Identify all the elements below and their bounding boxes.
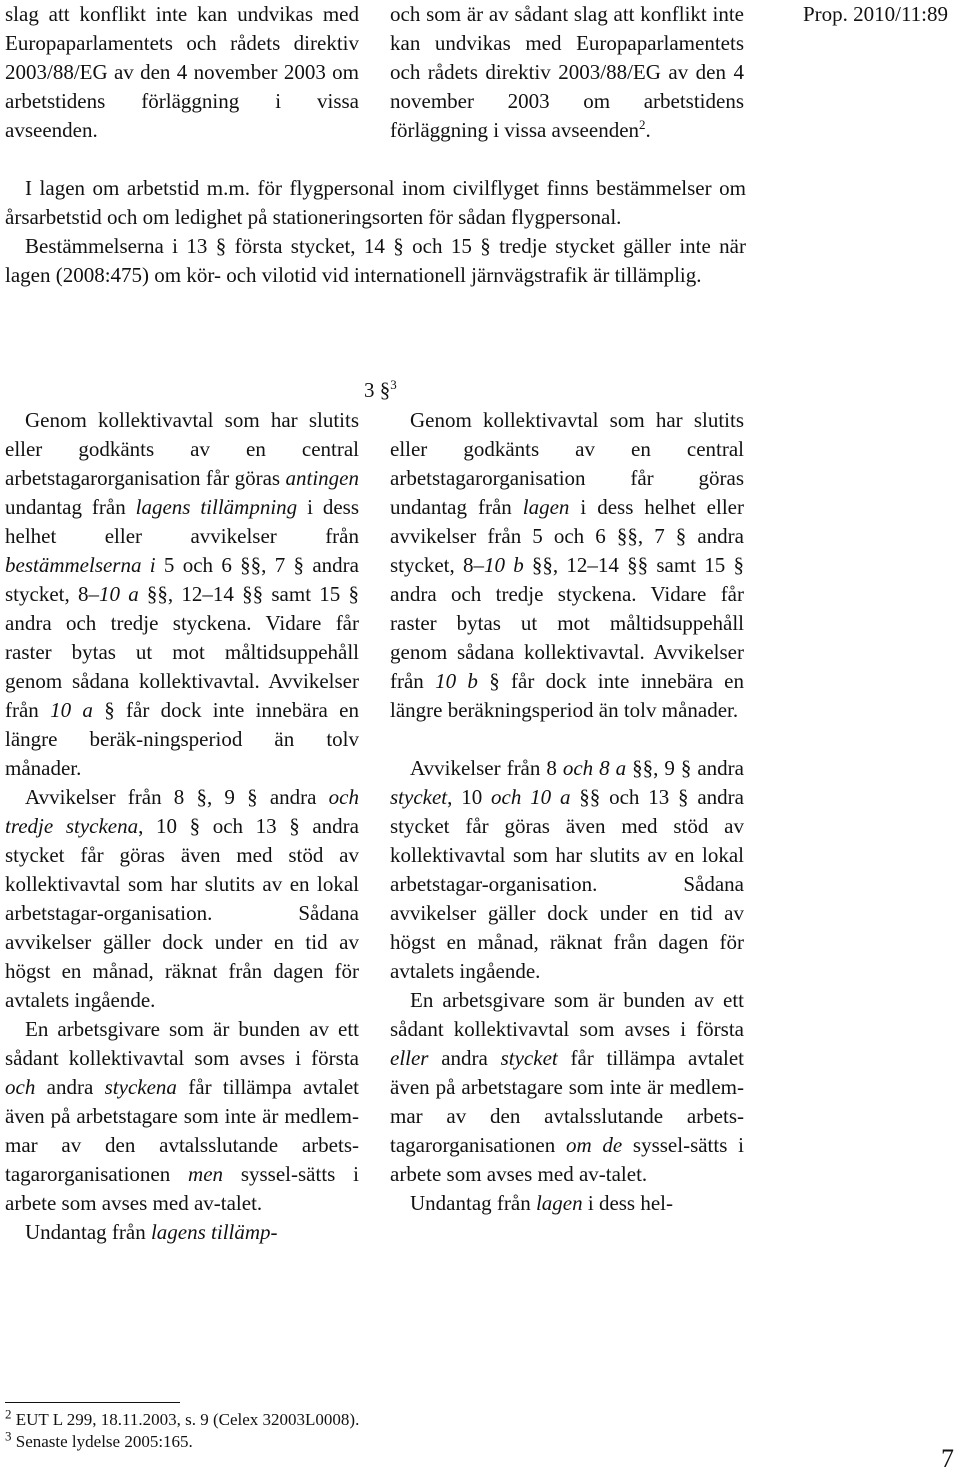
left-para-3: En arbetsgivare som är bunden av ett sådant kollektivavtal som avses i första och andra styckena får tillämpa avtalet även på arbetstagare som inte är medlem-mar av den avtalsslutande arbets-tagarorganisationen men syssel-sätts i arbete som avses med av-talet. — [5, 1017, 359, 1215]
right-column-proposed — [390, 406, 744, 1218]
top-right-column — [390, 0, 744, 145]
top-right-text-end: . — [645, 118, 651, 142]
footnote-ref-2: 2 — [639, 117, 646, 132]
proposition-label: Prop. 2010/11:89 — [802, 2, 948, 26]
left-para-1: Genom kollektivavtal som har slutits eller godkänts av en central arbetstagarorganisation får göras antingen undantag från lagens tillämpning i dess helhet eller avvikelser från bestämmelserna i 5 och 6 §§, 7 § andra stycket, 8–10 a §§, 12–14 §§ samt 15 § andra och tredje styckena. Vidare får raster bytas ut mot måltidsuppehåll genom sådana kollektivavtal. Avvikelser från 10 a § får dock inte innebära en längre beräk-ningsperiod än tolv månader. — [5, 408, 360, 780]
right-para-3: En arbetsgivare som är bunden av ett sådant kollektivavtal som avses i första eller andra stycket får tillämpa avtalet även på arbetstagare som inte är medlem-mar av den avtalsslutande arbets-tagarorganisationen om de syssel-sätts i arbete som avses med av-talet. — [390, 988, 744, 1186]
page-number: 7 — [941, 1444, 954, 1473]
footnote-ref-3: 3 — [390, 377, 397, 392]
section-label: 3 § — [364, 378, 391, 402]
left-para-2: Avvikelser från 8 §, 9 § andra och tredje styckena, 10 § och 13 § andra stycket får göras även med stöd av kollektivavtal som har slutits av en lokal arbetstagar-organisation. Sådana avvikelser gäller dock under en tid av högst en månad, räknat från dagen för avtalets ingående. — [5, 785, 359, 1012]
left-para-4: Undantag från lagens tillämp- — [25, 1220, 278, 1244]
top-left-text: slag att konflikt inte kan undvikas med Europaparlamentets och rådets direktiv 2003/88/EG av den 4 november 2003 om arbetstidens förläggning i vissa avseenden. — [5, 2, 359, 142]
full-width-section — [5, 174, 746, 290]
section-marker — [364, 376, 397, 405]
paragraph-flygpersonal: I lagen om arbetstid m.m. för flygpersonal inom civilflyget finns bestämmelser om årsarbetstid och om ledighet på stationeringsorten för sådan flygpersonal. — [5, 176, 746, 229]
left-column-current — [5, 406, 359, 1247]
top-left-column — [5, 0, 359, 145]
top-right-text — [390, 0, 744, 145]
footnote-3: $^3$ Senaste lydelse 2005:165. — [5, 1428, 193, 1451]
footnotes — [5, 1402, 359, 1453]
right-para-2: Avvikelser från 8 och 8 a §§, 9 § andra stycket, 10 och 10 a §§ och 13 § andra stycket får göras även med stöd av kollektivavtal som har slutits av en lokal arbetstagar-organisation. Sådana avvikelser gäller dock under en tid av högst en månad, räknat från dagen för avtalets ingående. — [390, 756, 744, 983]
top-right-text-body: och som är av sådant slag att konflikt inte kan undvikas med Europaparlamentets och rådets direktiv 2003/88/EG av den 4 november 2003 om arbetstidens förläggning i vissa avseenden — [390, 2, 744, 142]
footnote-2: $^2$ EUT L 299, 18.11.2003, s. 9 (Celex 32003L0008). — [5, 1406, 360, 1429]
right-para-1: Genom kollektivavtal som har slutits eller godkänts av en central arbetstagarorganisation får göras undantag från lagen i dess helhet eller avvikelser från 5 och 6 §§, 7 § andra stycket, 8–10 b §§, 12–14 §§ samt 15 § andra och tredje styckena. Vidare får raster bytas ut mot måltidsuppehåll genom sådana kollektivavtal. Avvikelser från 10 b § får dock inte innebära en längre beräkningsperiod än tolv månader. — [390, 408, 745, 722]
footnote-separator — [5, 1402, 180, 1403]
paragraph-bestammelserna: Bestämmelserna i 13 § första stycket, 14 § och 15 § tredje stycket gäller inte när lagen (2008:475) om kör- och vilotid vid internationell järnvägstrafik är tillämplig. — [5, 234, 746, 287]
right-para-4: Undantag från lagen i dess hel- — [410, 1191, 674, 1215]
